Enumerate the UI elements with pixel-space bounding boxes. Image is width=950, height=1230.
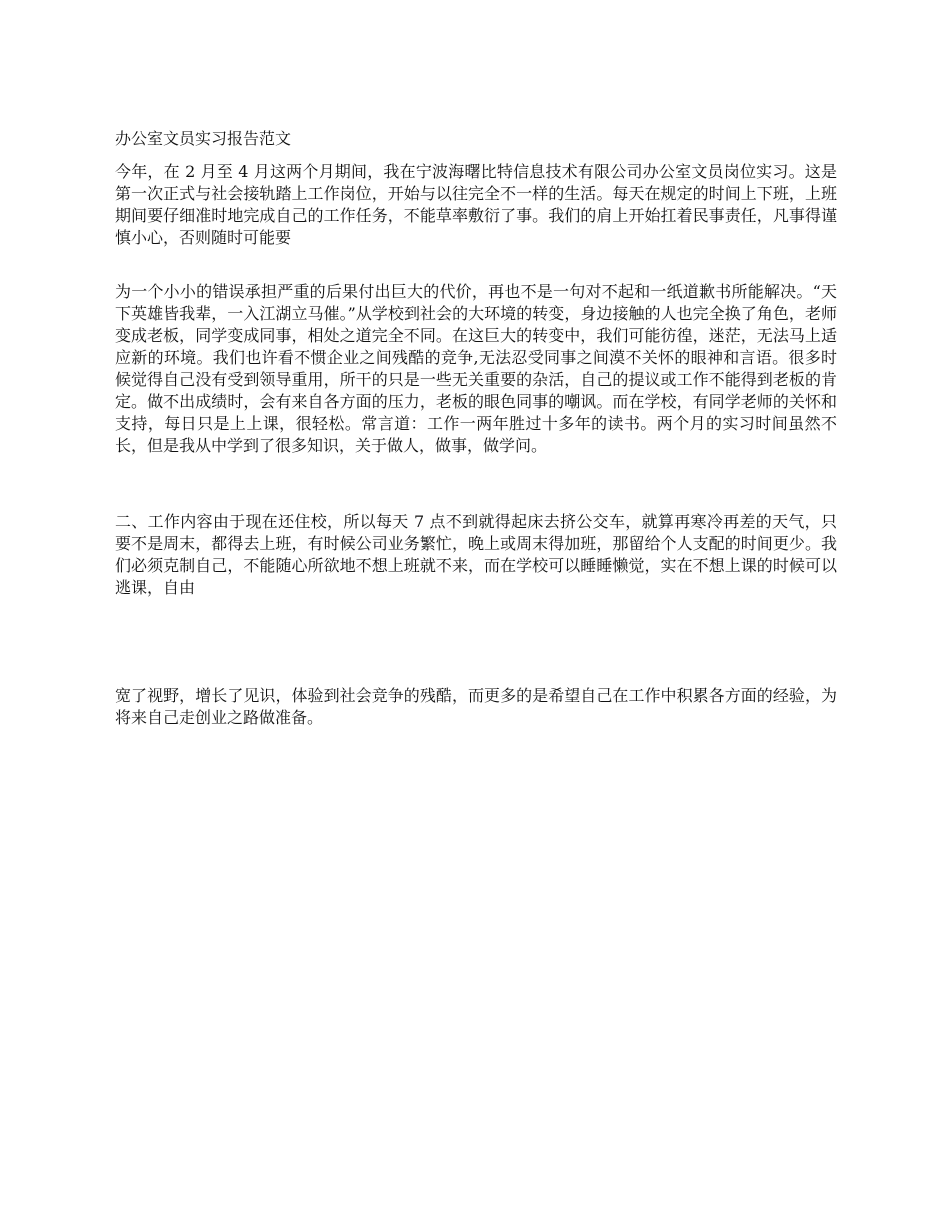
document-title: 办公室文员实习报告范文 [115, 129, 292, 148]
paragraph-4: 宽了视野，增长了见识，体验到社会竞争的残酷，而更多的是希望自己在工作中积累各方面的经验，为将来自己走创业之路做准备。 [115, 686, 837, 727]
paragraph-3: 二、工作内容由于现在还住校，所以每天 7 点不到就得起床去挤公交车，就算再寒冷再差的天气，只要不是周末，都得去上班，有时候公司业务繁忙，晚上或周末得加班，那留给个人支配的时间更少。我们必须克制自己，不能随心所欲地不想上班就不来，而在学校可以睡睡懒觉，实在不想上课的时候可以逃课，自由 [115, 512, 837, 597]
paragraph-2: 为一个小小的错误承担严重的后果付出巨大的代价，再也不是一句对不起和一纸道歉书所能解决。“天下英雄皆我辈，一入江湖立马催。”从学校到社会的大环境的转变，身边接触的人也完全换了角色，老师变成老板，同学变成同事，相处之道完全不同。在这巨大的转变中，我们可能彷徨，迷茫，无法马上适应新的环境。我们也许看不惯企业之间残酷的竞争,无法忍受同事之间漠不关怀的眼神和言语。很多时候觉得自己没有受到领导重用，所干的只是一些无关重要的杂活，自己的提议或工作不能得到老板的肯定。做不出成绩时，会有来自各方面的压力，老板的眼色同事的嘲讽。而在学校，有同学老师的关怀和支持，每日只是上上课，很轻松。常言道：工作一两年胜过十多年的读书。两个月的实习时间虽然不长，但是我从中学到了很多知识，关于做人，做事，做学问。 [115, 282, 837, 455]
paragraph-1: 今年，在 2 月至 4 月这两个月期间，我在宁波海曙比特信息技术有限公司办公室文员岗位实习。这是第一次正式与社会接轨踏上工作岗位，开始与以往完全不一样的生活。每天在规定的时间上下班，上班期间要仔细准时地完成自己的工作任务，不能草率敷衍了事。我们的肩上开始扛着民事责任，凡事得谨慎小心，否则随时可能要 [115, 162, 837, 247]
